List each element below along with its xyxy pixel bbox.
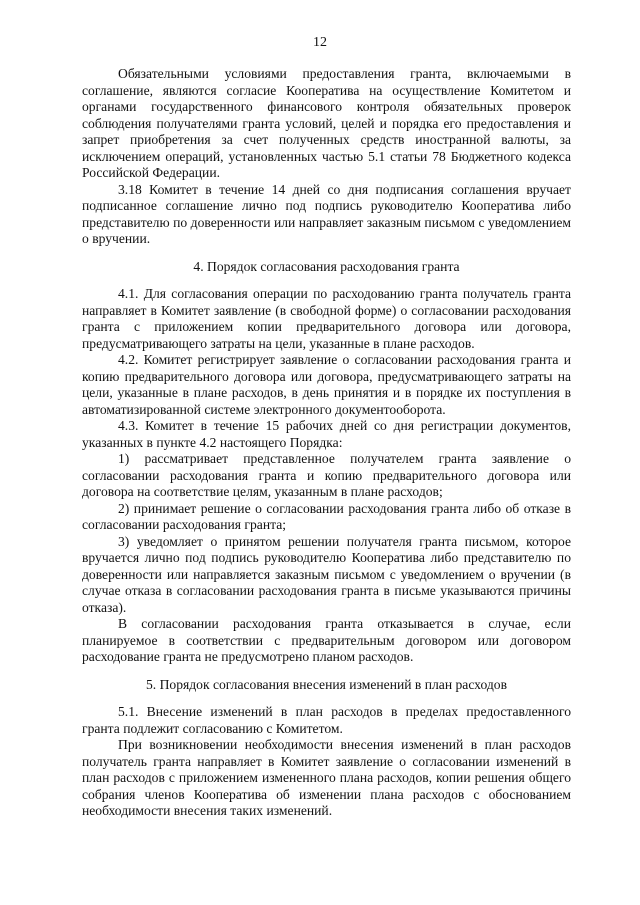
paragraph-changes: При возникновении необходимости внесения изменений в план расходов получатель гранта направляет в Комитет заявление о согласовании изменений в план расходов с приложением измененного плана расходов, копии решения общего собрания членов Кооператива об изменении плана расходов с обоснованием необходимости внесения таких изменений. bbox=[82, 737, 571, 818]
list-item-3: 3) уведомляет о принятом решении получателя гранта письмом, которое вручается лично под подпись руководителю Кооператива либо представителю по доверенности или направляется заказным письмом с уведомлением о вручении (в случае отказа в согласовании расходования гранта в письме указываются причины отказа). bbox=[82, 533, 571, 615]
paragraph-5-1: 5.1. Внесение изменений в план расходов в пределах предоставленного гранта подлежит согласованию с Комитетом. bbox=[82, 704, 571, 736]
section-heading-4: 4. Порядок согласования расходования гранта bbox=[193, 258, 460, 274]
list-item-2: 2) принимает решение о согласовании расходования гранта либо об отказе в согласовании расходования гранта; bbox=[82, 500, 571, 532]
paragraph-3-18: 3.18 Комитет в течение 14 дней со дня подписания соглашения вручает подписанное соглашение лично под подпись руководителю Кооператива либо представителю по доверенности или направляет заказным письмом с уведомлением о вручении. bbox=[82, 181, 571, 246]
document-body bbox=[82, 66, 571, 820]
section-heading-5: 5. Порядок согласования внесения изменений в план расходов bbox=[145, 676, 507, 692]
paragraph-4-1: 4.1. Для согласования операции по расходованию гранта получатель гранта направляет в Комитет заявление (в свободной форме) о согласовании расходования гранта с приложением копии предварительного договора или договора, предусматривающего затраты на цели, указанные в плане расходов. bbox=[82, 286, 571, 351]
list-item-1: 1) рассматривает представленное получателем гранта заявление о согласовании расходования гранта и копию предварительного договора или договора на соответствие целям, указанным в плане расходов; bbox=[82, 451, 571, 499]
paragraph-4-3: 4.3. Комитет в течение 15 рабочих дней со дня регистрации документов, указанных в пункте 4.2 настоящего Порядка: bbox=[82, 418, 571, 450]
paragraph-refusal: В согласовании расходования гранта отказывается в случае, если планируемое в соответствии с предварительным договором или договором расходование гранта не предусмотрено планом расходов. bbox=[82, 616, 571, 664]
paragraph-grant-conditions: Обязательными условиями предоставления гранта, включаемыми в соглашение, являются согласие Кооператива на осуществление Комитетом и органами государственного финансового контроля обязательных проверок соблюдения получателями гранта условий, целей и порядка его предоставления и запрет приобретения за счет полученных средств иностранной валюты, за исключением операций, установленных частью 5.1 статьи 78 Бюджетного кодекса Российской Федерации. bbox=[82, 66, 571, 180]
page-number: 12 bbox=[313, 35, 327, 50]
paragraph-4-2: 4.2. Комитет регистрирует заявление о согласовании расходования гранта и копию предварительного договора или договора, предусматривающего затраты на цели, указанные в плане расходов, в день принятия и в порядке их поступления в автоматизированной системе электронного документооборота. bbox=[82, 352, 571, 417]
